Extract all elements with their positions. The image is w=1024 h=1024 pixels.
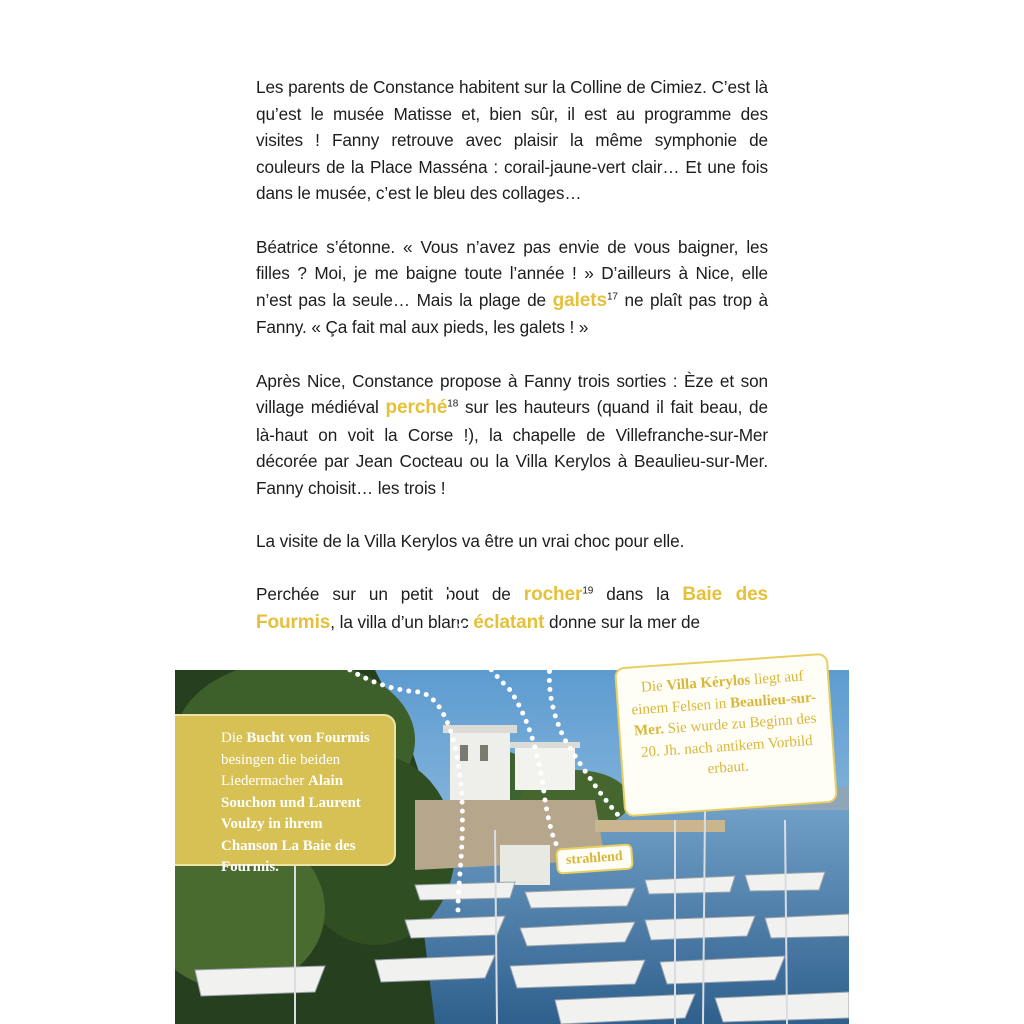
vocab-word-baie-des-fourmis: Baie des Fourmis (256, 584, 769, 633)
paragraph-2 (256, 234, 768, 341)
note-box-bucht-von-fourmis (175, 714, 396, 875)
text-run: , la villa d’un blanc (330, 611, 474, 632)
vocab-word-rocher: rocher (523, 584, 583, 606)
paragraph-3 (256, 368, 768, 502)
story-text (256, 74, 768, 663)
text-run: ne plaît pas trop à Fanny. « Ça fait mal aux pieds, les galets ! » (256, 289, 768, 338)
note-text-bold: Beaulieu-sur-Mer. (633, 689, 817, 740)
footnote-marker: 18 (447, 398, 459, 410)
vocab-word-eclatant: éclatant (473, 611, 545, 633)
note-text: liegt auf einem Felsen in (631, 668, 805, 719)
note-text: Die (221, 730, 247, 746)
footnote-marker: 17 (606, 291, 618, 303)
note-text: Sie wurde zu Beginn des 20. Jh. nach antikem Vorbild erbaut. (640, 710, 818, 778)
paragraph-5 (256, 581, 768, 636)
note-text-bold: Alain Souchon und Laurent Voulzy in ihrem Chanson La Baie des Fourmis. (221, 773, 361, 875)
vocab-word-perche: perché (385, 397, 448, 419)
note-text: besingen die beiden Liedermacher (221, 751, 341, 789)
translation-tag-strahlend: strahlend (555, 843, 633, 874)
vocab-word-galets: galets (552, 289, 607, 311)
text-run: donne sur la mer de (544, 611, 700, 632)
text-run: Après Nice, Constance propose à Fanny trois sorties : Èze et son village médiéval (256, 370, 768, 418)
text-run: sur les hauteurs (quand il fait beau, de là-haut on voit la Corse !), la chapelle de Villefranche-sur-Mer décorée par Jean Cocteau ou la Villa Kerylos à Beaulieu-sur-Mer. Fanny choisit… les trois ! (256, 397, 768, 498)
paragraph-1: Les parents de Constance habitent sur la Colline de Cimiez. C’est là qu’est le musée Matisse et, bien sûr, il est au programme des visites ! Fanny retrouve avec plaisir la même symphonie de couleurs de la Place Masséna : corail-jaune-vert clair… Et une fois dans le musée, c’est le bleu des collages… (256, 77, 768, 204)
note-text-bold: Villa Kérylos (665, 672, 751, 695)
note-text: Die (640, 678, 668, 696)
text-run: Béatrice s’étonne. « Vous n’avez pas envie de vous baigner, les filles ? Moi, je me baigne toute l’année ! » D’ailleurs à Nice, elle n’est pas la seule… Mais la plage de (256, 236, 768, 310)
text-run: Perchée sur un petit bout de (256, 584, 524, 605)
note-box-villa-kerylos (614, 653, 838, 818)
footnote-marker: 19 (582, 585, 594, 597)
paragraph-4: La visite de la Villa Kerylos va être un vrai choc pour elle. (256, 531, 685, 552)
text-run: dans la (593, 584, 683, 605)
note-text-bold: Bucht von Fourmis (246, 730, 370, 746)
